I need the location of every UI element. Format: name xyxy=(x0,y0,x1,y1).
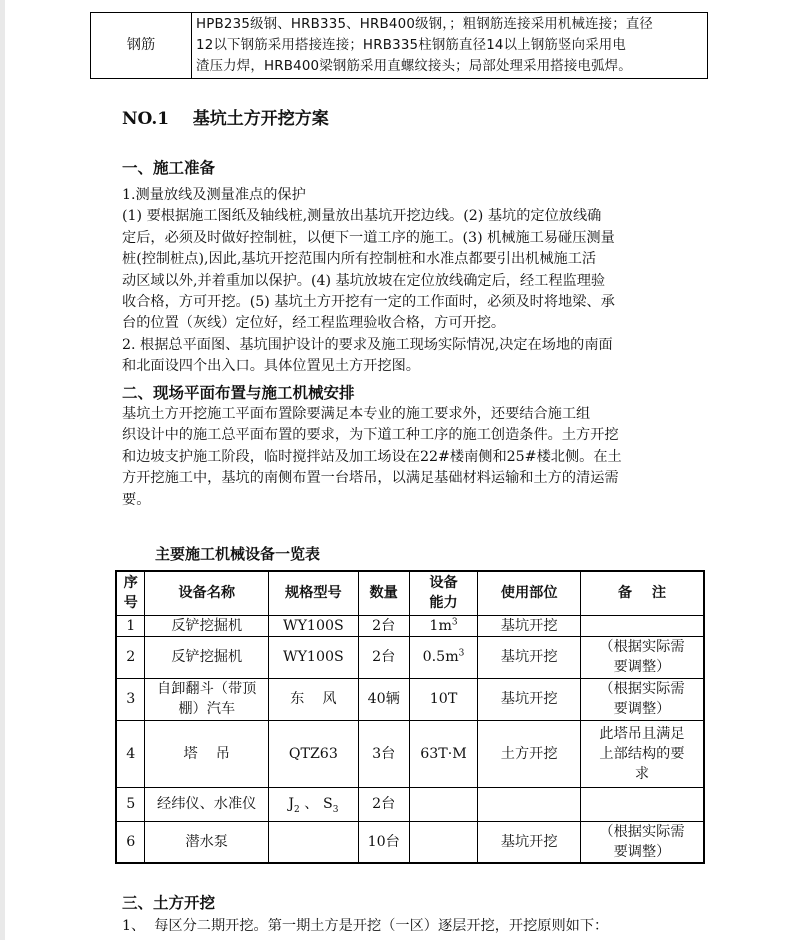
cell-no: 5 xyxy=(116,787,145,821)
table-row xyxy=(116,636,704,678)
section-heading-preparation: 一、施工准备 xyxy=(122,158,216,177)
cell-capacity xyxy=(409,821,478,863)
table-row xyxy=(116,720,704,787)
cell-model: WY100S xyxy=(268,615,358,636)
header-qty: 数量 xyxy=(358,571,409,615)
cell-no: 4 xyxy=(116,720,145,787)
cell-usage: 基坑开挖 xyxy=(478,821,580,863)
cell-usage xyxy=(478,787,580,821)
cell-name: 反铲挖掘机 xyxy=(145,636,269,678)
equipment-table xyxy=(115,570,705,864)
cell-no: 1 xyxy=(116,615,145,636)
cell-no: 3 xyxy=(116,678,145,720)
cell-model: $J_2$ 、 $S_3$ xyxy=(268,787,358,821)
table-row xyxy=(116,787,704,821)
cell-qty: 2台 xyxy=(358,787,409,821)
paragraph-line: 台的位置（灰线）定位好，经工程监理验收合格，方可开挖。 xyxy=(122,315,506,332)
document-title: NO.1 基坑土方开挖方案 xyxy=(122,109,329,129)
cell-usage: 基坑开挖 xyxy=(478,678,580,720)
header-usage: 使用部位 xyxy=(478,571,580,615)
cell-name: 自卸翻斗（带顶 棚）汽车 xyxy=(145,678,269,720)
cell-model: 东 风 xyxy=(268,678,358,720)
cell-remark xyxy=(580,615,704,636)
cell-capacity: $0.5m^3$ xyxy=(409,636,478,678)
cell-capacity: $1m^3$ xyxy=(409,615,478,636)
paragraph-line: 2. 根据总平面图、基坑围护设计的要求及施工现场实际情况,决定在场地的南面 xyxy=(122,336,613,353)
cell-qty: 10台 xyxy=(358,821,409,863)
spec-line: 12以下钢筋采用搭接连接；HRB335柱钢筋直径14以上钢筋竖向采用电 xyxy=(196,38,626,53)
cell-name: 反铲挖掘机 xyxy=(145,615,269,636)
table-row xyxy=(91,13,708,79)
section-heading-excavation: 三、土方开挖 xyxy=(122,893,216,912)
cell-qty: 2台 xyxy=(358,636,409,678)
cell-name: 塔 吊 xyxy=(145,720,269,787)
table-row xyxy=(116,821,704,863)
paragraph-line: 动区域以外,并着重加以保护。(4) 基坑放坡在定位放线确定后，经工程监理验 xyxy=(122,272,606,289)
cell-capacity xyxy=(409,787,478,821)
table-row xyxy=(116,615,704,636)
paragraph-line: 方开挖施工中，基坑的南侧布置一台塔吊，以满足基础材料运输和土方的清运需 xyxy=(122,470,619,487)
header-name: 设备名称 xyxy=(145,571,269,615)
paragraph-line: 1.测量放线及测量准点的保护 xyxy=(122,187,306,203)
section-heading-layout: 二、现场平面布置与施工机械安排 xyxy=(122,383,355,402)
cell-qty: 40辆 xyxy=(358,678,409,720)
cell-remark xyxy=(580,787,704,821)
cell-capacity: 10T xyxy=(409,678,478,720)
cell-remark: （根据实际需 要调整） xyxy=(580,821,704,863)
page-left-edge xyxy=(0,0,5,940)
paragraph-line: 织设计中的施工总平面布置的要求，为下道工种工序的施工创造条件。土方开挖 xyxy=(122,427,619,444)
paragraph-line: 要。 xyxy=(122,491,151,508)
paragraph-line: (1) 要根据施工图纸及轴线桩,测量放出基坑开挖边线。(2) 基坑的定位放线确 xyxy=(122,208,602,225)
cell-capacity: 63T·M xyxy=(409,720,478,787)
paragraph-line: 和北面设四个出入口。具体位置见土方开挖图。 xyxy=(122,358,420,375)
cell-usage: 基坑开挖 xyxy=(478,615,580,636)
rebar-spec-table xyxy=(90,12,708,79)
equipment-table-title: 主要施工机械设备一览表 xyxy=(155,545,321,563)
header-no: 序 号 xyxy=(116,571,145,615)
cell-model xyxy=(268,821,358,863)
header-remark: 备 注 xyxy=(580,571,704,615)
cell-qty: 3台 xyxy=(358,720,409,787)
cell-remark: 此塔吊且满足 上部结构的要 求 xyxy=(580,720,704,787)
spec-line: HPB235级钢、HRB335、HRB400级钢，；粗钢筋连接采用机械连接；直径 xyxy=(196,17,654,32)
cell-usage: 基坑开挖 xyxy=(478,636,580,678)
header-model: 规格型号 xyxy=(268,571,358,615)
section-layout-body xyxy=(122,404,680,511)
cell-remark: （根据实际需 要调整） xyxy=(580,636,704,678)
paragraph-line: 基坑土方开挖施工平面布置除要满足本专业的施工要求外，还要结合施工组 xyxy=(122,406,591,422)
cell-qty: 2台 xyxy=(358,615,409,636)
paragraph-line: 和边坡支护施工阶段，临时搅拌站及加工场设在22#楼南侧和25#楼北侧。在土 xyxy=(122,448,622,465)
table-header-row xyxy=(116,571,704,615)
section-preparation-body xyxy=(122,185,680,378)
rebar-label: 钢筋 xyxy=(91,13,192,79)
cell-no: 6 xyxy=(116,821,145,863)
paragraph-line: 桩(控制桩点),因此,基坑开挖范围内所有控制桩和水准点都要引出机械施工活 xyxy=(122,251,597,268)
cell-name: 经纬仪、水准仪 xyxy=(145,787,269,821)
cell-usage: 土方开挖 xyxy=(478,720,580,787)
spec-line: 渣压力焊，HRB400梁钢筋采用直螺纹接头；局部处理采用搭接电弧焊。 xyxy=(196,59,632,74)
paragraph-line: 定后，必须及时做好控制桩，以便下一道工序的施工。(3) 机械施工易碰压测量 xyxy=(122,229,615,246)
cell-model: QTZ63 xyxy=(268,720,358,787)
table-row xyxy=(116,678,704,720)
excavation-line: 1、 每区分二期开挖。第一期土方是开挖（一区）逐层开挖，开挖原则如下： xyxy=(122,918,609,934)
rebar-spec-content xyxy=(192,13,708,79)
cell-model: WY100S xyxy=(268,636,358,678)
paragraph-line: 收合格，方可开挖。(5) 基坑土方开挖有一定的工作面时，必须及时将地梁、承 xyxy=(122,294,615,311)
cell-no: 2 xyxy=(116,636,145,678)
header-capacity: 设备 能力 xyxy=(409,571,478,615)
cell-remark: （根据实际需 要调整） xyxy=(580,678,704,720)
cell-name: 潜水泵 xyxy=(145,821,269,863)
